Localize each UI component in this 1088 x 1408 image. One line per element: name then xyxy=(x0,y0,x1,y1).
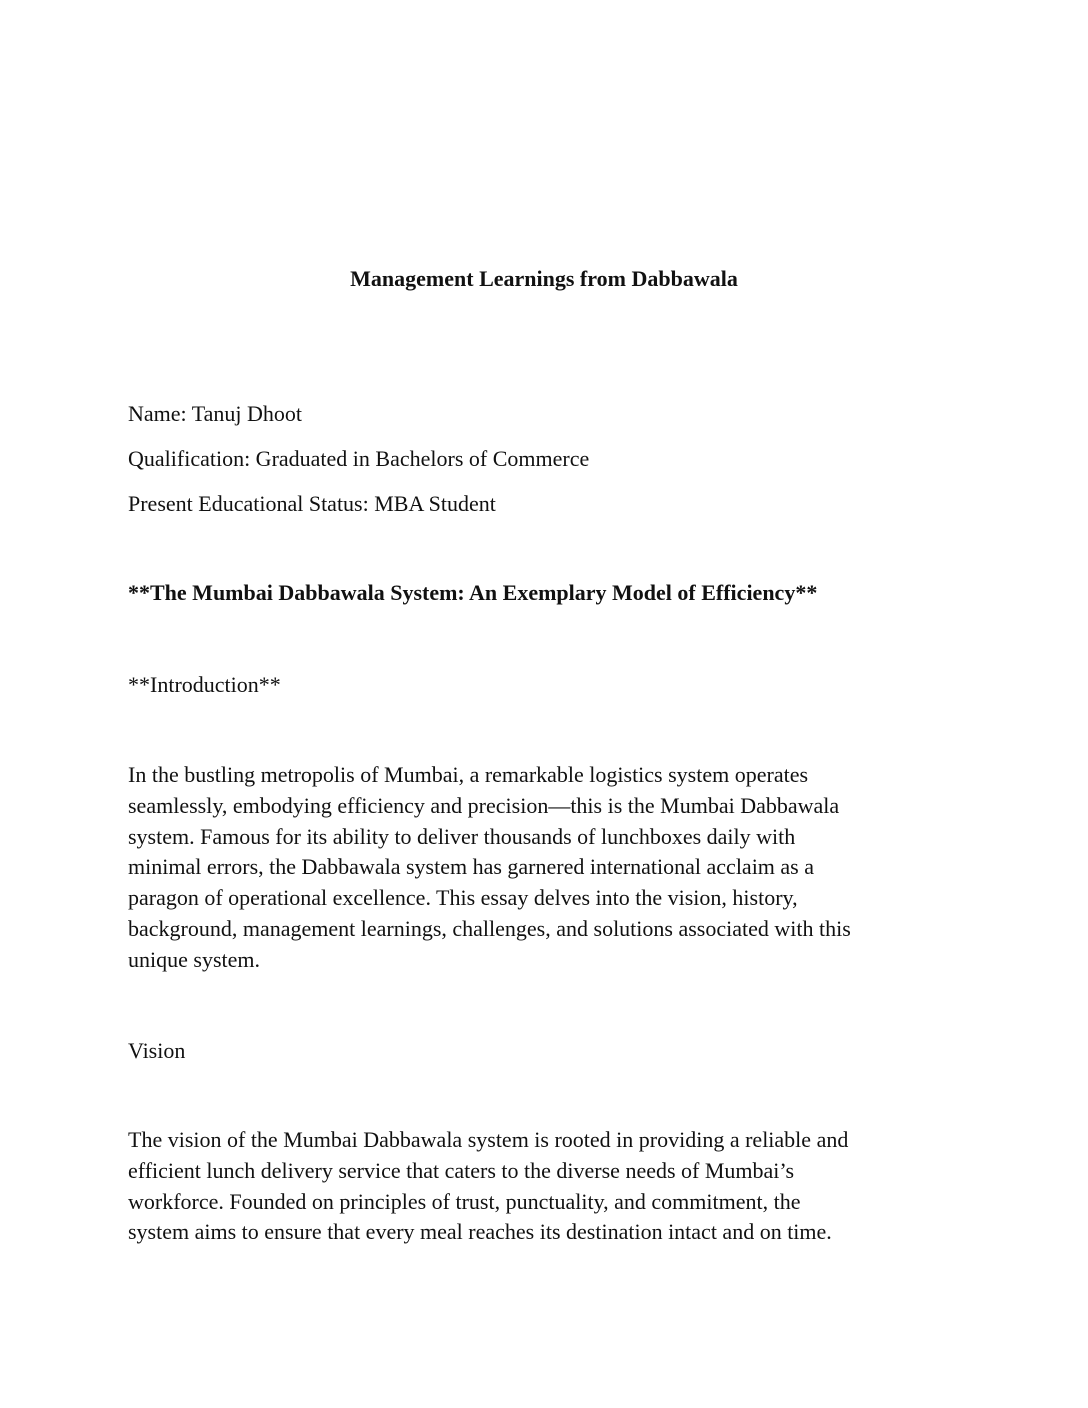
vision-line: system aims to ensure that every meal reaches its destination intact and on time. xyxy=(128,1219,832,1245)
introduction-line: background, management learnings, challenges, and solutions associated with this xyxy=(128,915,851,941)
document-title: Management Learnings from Dabbawala xyxy=(350,266,738,291)
vision-line: The vision of the Mumbai Dabbawala system is rooted in providing a reliable and xyxy=(128,1127,849,1152)
author-name: Name: Tanuj Dhoot xyxy=(128,401,303,426)
essay-heading: **The Mumbai Dabbawala System: An Exemplary Model of Efficiency** xyxy=(128,580,818,605)
introduction-line: In the bustling metropolis of Mumbai, a remarkable logistics system operates xyxy=(128,762,809,787)
introduction-heading: **Introduction** xyxy=(128,672,281,697)
introduction-paragraph xyxy=(128,760,958,976)
introduction-line: seamlessly, embodying efficiency and precision—this is the Mumbai Dabbawala xyxy=(128,792,840,818)
author-status: Present Educational Status: MBA Student xyxy=(128,491,496,516)
introduction-line: minimal errors, the Dabbawala system has garnered international acclaim as a xyxy=(128,854,815,880)
introduction-line: paragon of operational excellence. This essay delves into the vision, history, xyxy=(128,885,798,911)
vision-paragraph xyxy=(128,1125,958,1248)
author-qualification: Qualification: Graduated in Bachelors of Commerce xyxy=(128,446,590,471)
vision-line: workforce. Founded on principles of trust, punctuality, and commitment, the xyxy=(128,1188,801,1214)
introduction-line: unique system. xyxy=(128,946,260,972)
introduction-line: system. Famous for its ability to deliver thousands of lunchboxes daily with xyxy=(128,823,796,849)
vision-line: efficient lunch delivery service that caters to the diverse needs of Mumbai’s xyxy=(128,1157,795,1183)
vision-heading: Vision xyxy=(128,1038,186,1063)
